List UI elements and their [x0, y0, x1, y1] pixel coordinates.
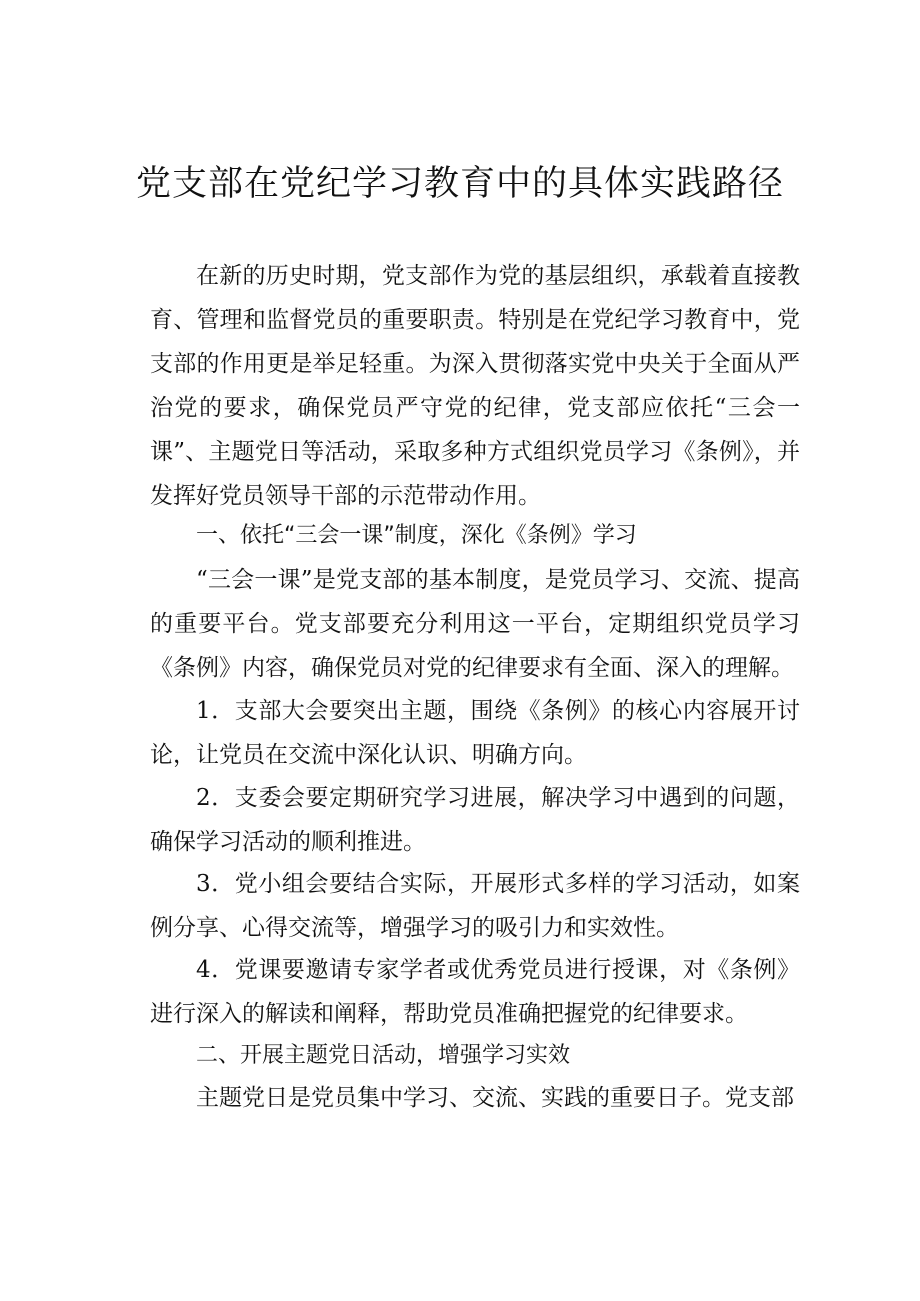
list-item: 3．党小组会要结合实际，开展形式多样的学习活动，如案例分享、心得交流等，增强学习的吸引力和实效性。 — [150, 871, 800, 941]
intro-paragraph: 在新的历史时期，党支部作为党的基层组织，承载着直接教育、管理和监督党员的重要职责。特别是在党纪学习教育中，党支部的作用更是举足轻重。为深入贯彻落实党中央关于全面从严治党的要求，确保党员严守党的纪律，党支部应依托“三会一课”、主题党日等活动，采取多种方式组织党员学习《条例》，并发挥好党员领导干部的示范带动作用。 — [150, 263, 800, 509]
section-1-paragraph: “三会一课”是党支部的基本制度，是党员学习、交流、提高的重要平台。党支部要充分利用这一平台，定期组织党员学习《条例》内容，确保党员对党的纪律要求有全面、深入的理解。 — [150, 567, 800, 681]
list-item: 2．支委会要定期研究学习进展，解决学习中遇到的问题，确保学习活动的顺利推进。 — [150, 785, 800, 855]
section-2-paragraph: 主题党日是党员集中学习、交流、实践的重要日子。党支部 — [196, 1085, 794, 1111]
section-heading-1: 一、依托“三会一课”制度，深化《条例》学习 — [196, 523, 637, 548]
section-heading-2: 二、开展主题党日活动，增强学习实效 — [196, 1043, 571, 1068]
list-item: 4．党课要邀请专家学者或优秀党员进行授课，对《条例》进行深入的解读和阐释，帮助党员准确把握党的纪律要求。 — [150, 957, 800, 1027]
document-title: 党支部在党纪学习教育中的具体实践路径 — [135, 164, 784, 204]
list-item: 1．支部大会要突出主题，围绕《条例》的核心内容展开讨论，让党员在交流中深化认识、明确方向。 — [150, 698, 800, 768]
